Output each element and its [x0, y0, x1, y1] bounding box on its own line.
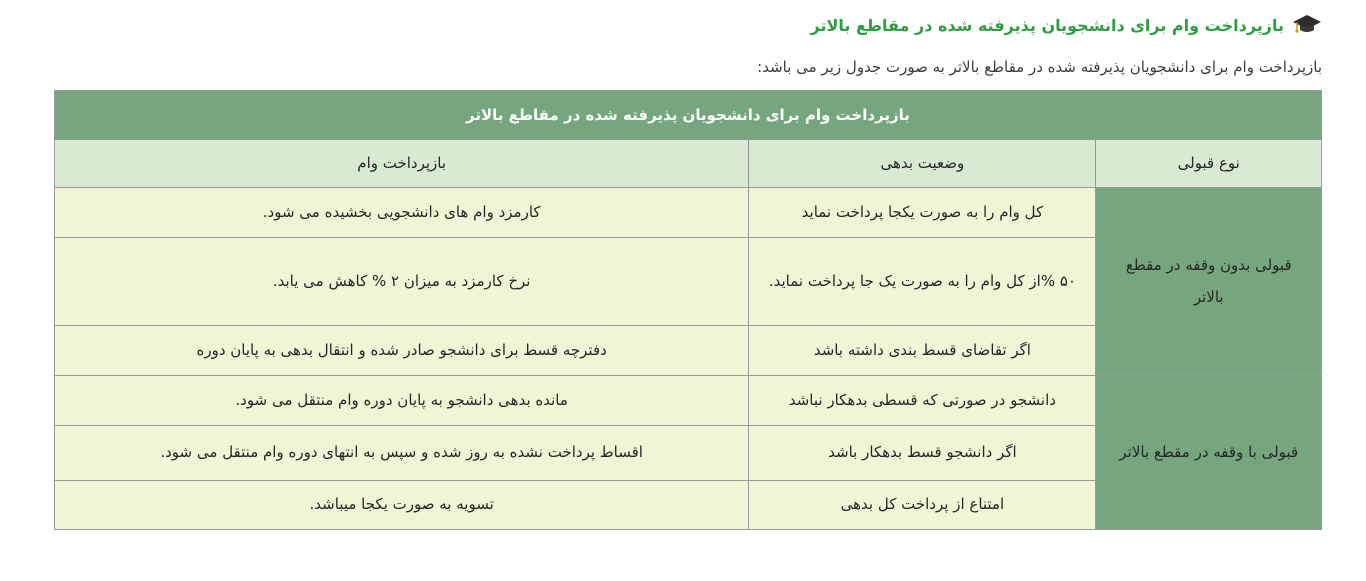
loan-repayment-table	[54, 90, 1322, 530]
cell-repayment: تسویه به صورت یکجا میباشد.	[55, 481, 749, 530]
page-title-row	[54, 14, 1322, 36]
cell-debt-status: کل وام را به صورت یکجا پرداخت نماید	[749, 188, 1096, 238]
cell-debt-status: اگر تقاضای قسط بندی داشته باشد	[749, 326, 1096, 376]
table-caption: بازپرداخت وام برای دانشجویان پذیرفته شده در مقاطع بالاتر	[55, 91, 1322, 140]
cell-repayment: دفترچه قسط برای دانشجو صادر شده و انتقال بدهی به پایان دوره	[55, 326, 749, 376]
page-subtitle: بازپرداخت وام برای دانشجویان پذیرفته شده در مقاطع بالاتر به صورت جدول زیر می باشد:	[757, 58, 1322, 76]
cell-debt-status: ۵۰ %از کل وام را به صورت یک جا پرداخت نماید.	[749, 238, 1096, 326]
graduation-cap-icon	[1292, 14, 1322, 36]
table-header-row	[55, 140, 1322, 188]
table-row	[55, 188, 1322, 238]
group-label-with-gap: قبولی با وقفه در مقطع بالاتر	[1096, 376, 1322, 530]
cell-repayment: کارمزد وام های دانشجویی بخشیده می شود.	[55, 188, 749, 238]
table-caption-row	[55, 91, 1322, 140]
table-row	[55, 376, 1322, 426]
group-label-no-gap: قبولی بدون وقفه در مقطع بالاتر	[1096, 188, 1322, 376]
column-header-debt-status: وضعیت بدهی	[749, 140, 1096, 188]
page-title: بازپرداخت وام برای دانشجویان پذیرفته شده در مقاطع بالاتر	[810, 15, 1284, 35]
cell-debt-status: دانشجو در صورتی که قسطی بدهکار نباشد	[749, 376, 1096, 426]
column-header-repayment: بازپرداخت وام	[55, 140, 749, 188]
cell-repayment: مانده بدهی دانشجو به پایان دوره وام منتقل می شود.	[55, 376, 749, 426]
column-header-acceptance-type: نوع قبولی	[1096, 140, 1322, 188]
cell-debt-status: امتناع از پرداخت کل بدهی	[749, 481, 1096, 530]
cell-repayment: نرخ کارمزد به میزان ۲ % کاهش می یابد.	[55, 238, 749, 326]
cell-repayment: اقساط پرداخت نشده به روز شده و سپس به انتهای دوره وام منتقل می شود.	[55, 426, 749, 481]
cell-debt-status: اگر دانشجو قسط بدهکار باشد	[749, 426, 1096, 481]
